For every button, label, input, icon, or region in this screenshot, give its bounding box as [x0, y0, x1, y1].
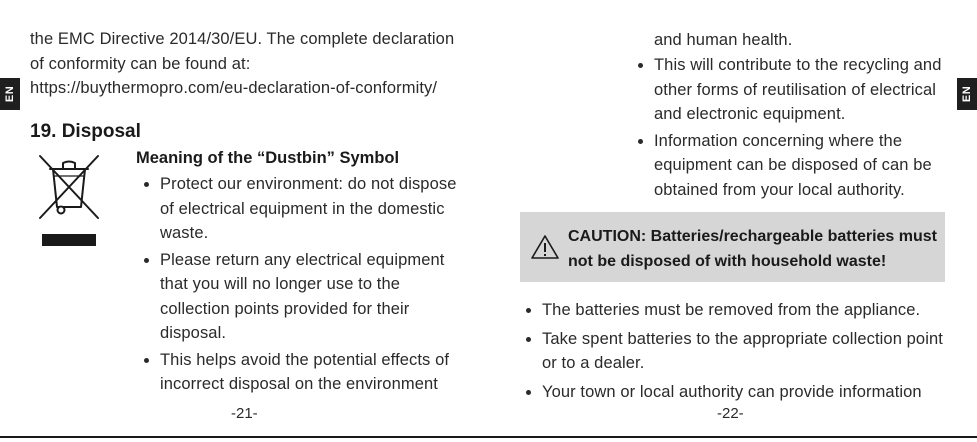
list-item — [138, 248, 468, 346]
caution-text — [568, 224, 938, 274]
language-tab-label: EN — [4, 85, 16, 103]
text-line: not be disposed of with household waste! — [568, 253, 887, 270]
list-item — [632, 53, 952, 127]
text-line: This helps avoid the potential effects of — [160, 350, 450, 369]
bullet-icon — [526, 308, 531, 313]
conformity-paragraph — [30, 27, 470, 101]
text-line: that you will no longer use to the — [160, 275, 401, 293]
crossed-out-wheelie-bin-icon — [36, 150, 102, 250]
text-line: Protect our environment: do not dispose — [160, 175, 457, 193]
text-line: CAUTION: Batteries/rechargeable batteries must — [568, 228, 937, 245]
text-line: of conformity can be found at: — [30, 54, 251, 73]
text-line: waste. — [160, 224, 209, 242]
text-line: incorrect disposal on the environment — [160, 375, 438, 393]
conformity-url[interactable]: https://buythermopro.com/eu-declaration-of-conformity/ — [30, 79, 438, 97]
text-line: Information concerning where the — [654, 131, 903, 150]
page-bottom-rule — [0, 436, 977, 438]
list-item — [138, 172, 468, 246]
list-item — [138, 348, 468, 397]
list-item — [520, 298, 960, 323]
section-heading: 19. Disposal — [30, 121, 141, 142]
text-line: and electronic equipment. — [654, 105, 846, 123]
text-line: The batteries must be removed from the appliance. — [542, 301, 921, 319]
text-line: disposal. — [160, 324, 227, 342]
text-line: of electrical equipment in the domestic — [160, 199, 445, 218]
bullet-icon — [144, 358, 149, 363]
list-item — [632, 129, 952, 203]
language-tab-left — [0, 78, 20, 110]
bullet-icon — [144, 258, 149, 263]
recycling-bullet-list — [632, 53, 952, 202]
language-tab-label: EN — [961, 85, 973, 103]
text-line: the EMC Directive 2014/30/EU. The complete declaration — [30, 30, 455, 48]
caution-box — [520, 212, 945, 282]
continuation-text: and human health. — [654, 31, 793, 49]
text-line: This will contribute to the recycling and — [654, 56, 942, 74]
text-line: other forms of reutilisation of electrical — [654, 80, 937, 99]
bullet-icon — [526, 337, 531, 342]
text-line: or to a dealer. — [542, 354, 645, 372]
page-number: -21- — [231, 405, 258, 422]
list-item — [520, 327, 960, 376]
bullet-icon — [144, 182, 149, 187]
text-line: equipment can be disposed of can be — [654, 156, 932, 174]
text-line: obtained from your local authority. — [654, 180, 905, 199]
page-number: -22- — [717, 405, 744, 422]
text-line: Please return any electrical equipment — [160, 250, 445, 269]
list-item — [520, 380, 960, 405]
text-line: Your town or local authority can provide information — [542, 382, 922, 401]
text-line: collection points provided for their — [160, 299, 410, 318]
bullet-icon — [638, 139, 643, 144]
warning-triangle-icon — [530, 234, 560, 260]
battery-bullet-list — [520, 298, 960, 404]
language-tab-right — [957, 78, 977, 110]
text-line: Take spent batteries to the appropriate collection point — [542, 329, 943, 348]
disposal-bullet-list — [138, 172, 468, 397]
symbol-subheading: Meaning of the “Dustbin” Symbol — [136, 149, 400, 167]
bullet-icon — [638, 63, 643, 68]
bullet-icon — [526, 390, 531, 395]
